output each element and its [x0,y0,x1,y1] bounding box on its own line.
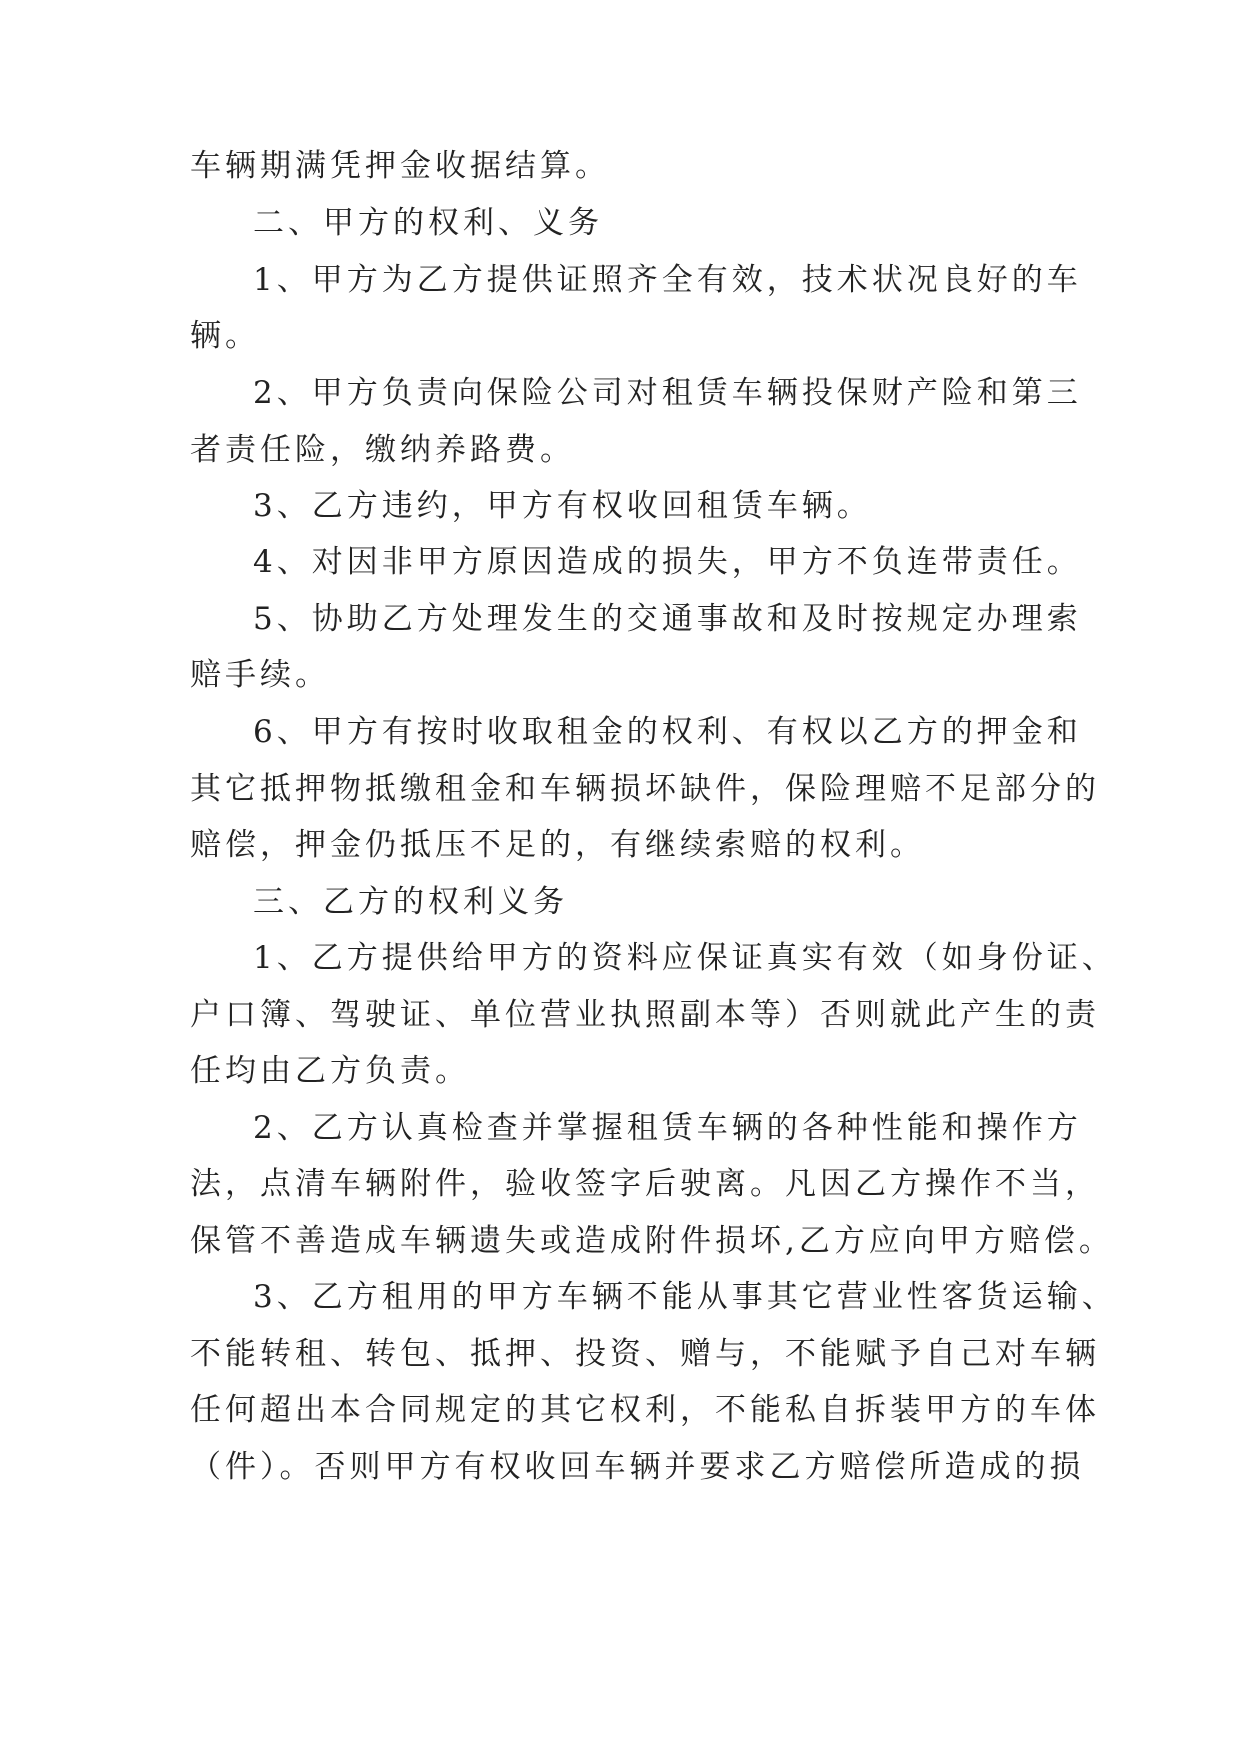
paragraph-line: 者责任险，缴纳养路费。 [190,432,575,468]
paragraph-line: 其它抵押物抵缴租金和车辆损坏缺件，保险理赔不足部分的 [190,771,1100,807]
paragraph-line: 6、甲方有按时收取租金的权利、有权以乙方的押金和 [253,714,1082,750]
paragraph-line: 3、乙方租用的甲方车辆不能从事其它营业性客货运输、 [253,1279,1117,1315]
paragraph-line: 赔手续。 [190,657,330,693]
paragraph-line: 1、乙方提供给甲方的资料应保证真实有效（如身份证、 [253,940,1117,976]
paragraph-line: 赔偿，押金仍抵压不足的，有继续索赔的权利。 [190,827,925,863]
paragraph-line: 不能转租、转包、抵押、投资、赠与，不能赋予自己对车辆 [190,1336,1100,1372]
paragraph-line: （件）。否则甲方有权收回车辆并要求乙方赔偿所造成的损 [190,1449,1085,1485]
paragraph-line: 任均由乙方负责。 [190,1053,470,1089]
paragraph-line: 4、对因非甲方原因造成的损失，甲方不负连带责任。 [253,544,1082,580]
paragraph-line: 1、甲方为乙方提供证照齐全有效，技术状况良好的车 [253,262,1082,298]
section-heading: 二、甲方的权利、义务 [253,205,603,241]
paragraph-line: 车辆期满凭押金收据结算。 [190,148,610,184]
paragraph-line: 任何超出本合同规定的其它权利，不能私自拆装甲方的车体 [190,1392,1100,1428]
paragraph-line: 法，点清车辆附件，验收签字后驶离。凡因乙方操作不当， [190,1166,1100,1202]
paragraph-line: 辆。 [190,318,260,354]
paragraph-line: 保管不善造成车辆遗失或造成附件损坏,乙方应向甲方赔偿。 [190,1223,1114,1259]
paragraph-line: 2、乙方认真检查并掌握租赁车辆的各种性能和操作方 [253,1110,1082,1146]
section-heading: 三、乙方的权利义务 [253,884,568,920]
paragraph-line: 户口簿、驾驶证、单位营业执照副本等）否则就此产生的责 [190,997,1100,1033]
paragraph-line: 5、协助乙方处理发生的交通事故和及时按规定办理索 [253,601,1082,637]
paragraph-line: 3、乙方违约，甲方有权收回租赁车辆。 [253,488,872,524]
paragraph-line: 2、甲方负责向保险公司对租赁车辆投保财产险和第三 [253,375,1082,411]
